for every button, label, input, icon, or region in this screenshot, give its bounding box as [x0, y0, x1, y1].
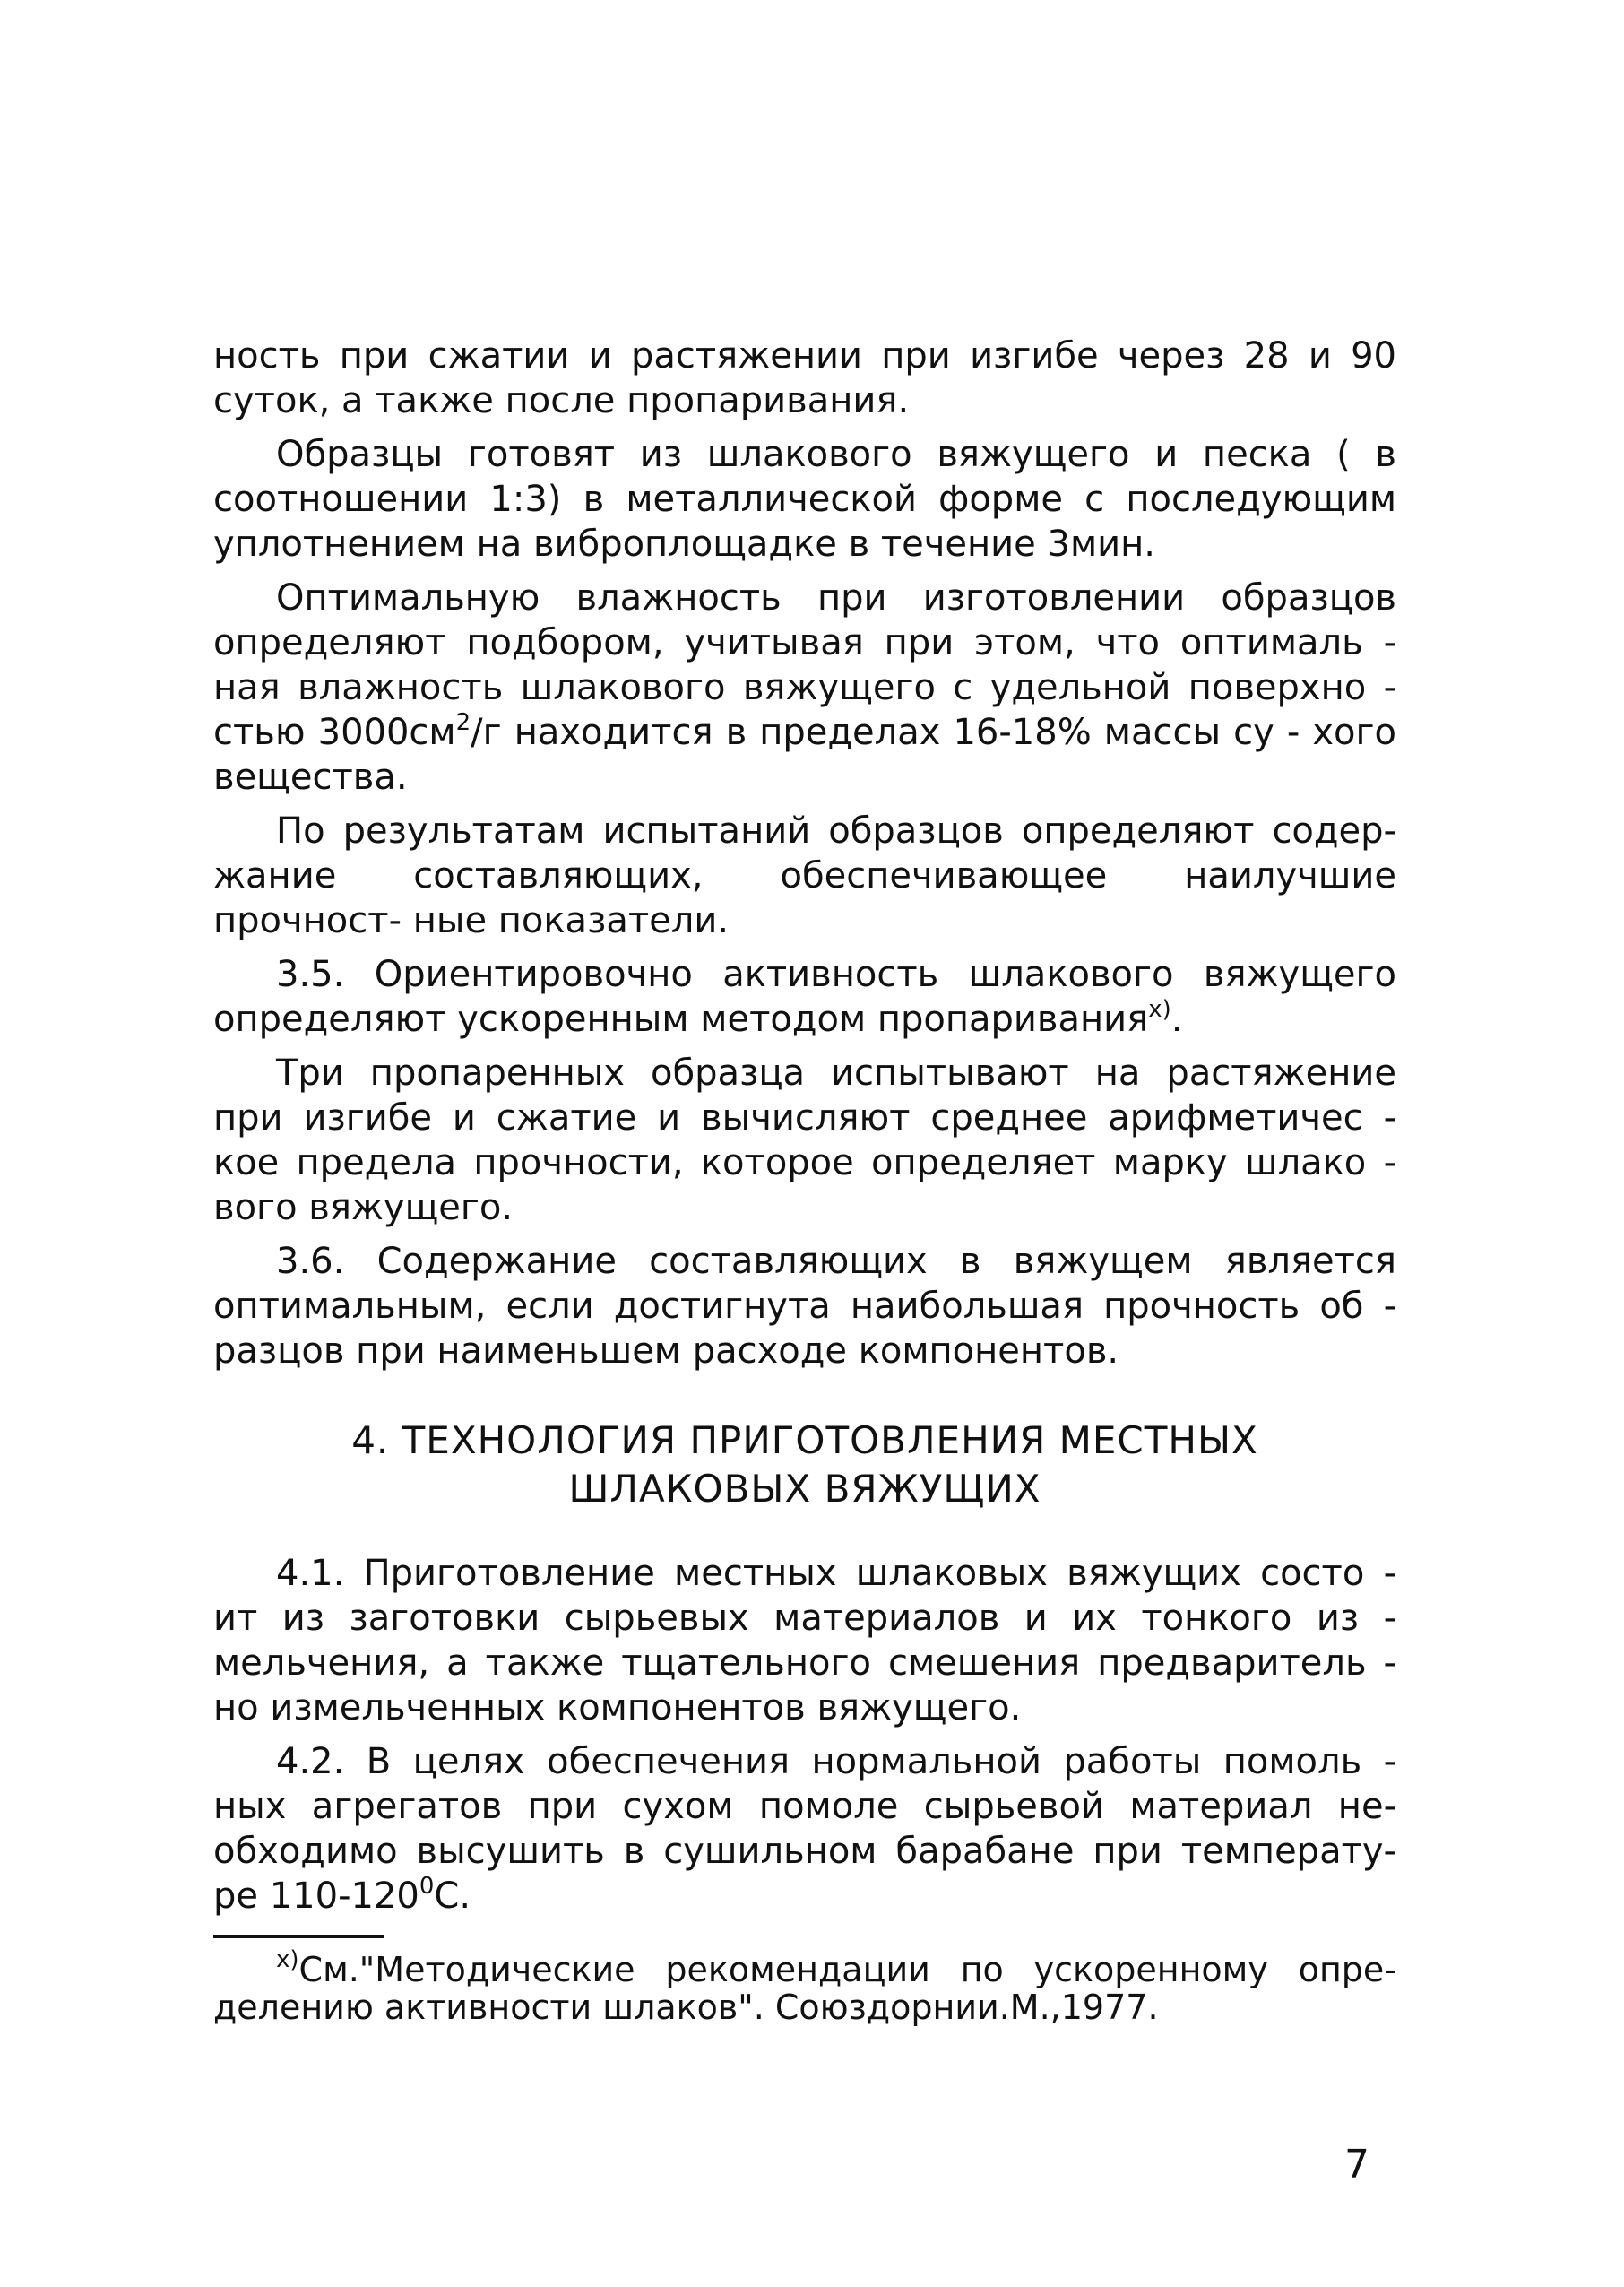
paragraph-continuation: ность при сжатии и растяжении при изгибе через 28 и 90 суток, а также после пропаривания. — [213, 335, 1396, 421]
page-number: 7 — [1344, 2142, 1369, 2187]
document-page — [213, 334, 1396, 2026]
paragraph-3-5 — [213, 952, 1396, 1042]
superscript-squared: 2 — [455, 709, 471, 736]
paragraph-optimal-moisture-part2: /г находится в пределах 16-18% массы су - хого вещества. — [213, 712, 1396, 798]
paragraph-test-results: По результатам испытаний образцов определяют содер- жание составляющих, обеспечивающее наилучшие прочност- ные показатели. — [213, 810, 1396, 941]
section-heading-line1: 4. ТЕХНОЛОГИЯ ПРИГОТОВЛЕНИЯ МЕСТНЫХ — [351, 1418, 1258, 1462]
paragraph-4-1: 4.1. Приготовление местных шлаковых вяжущих состо - ит из заготовки сырьевых материалов и их тонкого из - мельчения, а также тщательного смешения предваритель - но измельченных компонентов вяжущего. — [213, 1553, 1396, 1728]
footnote-text: См."Методические рекомендации по ускоренному опре- делению активности шлаков". Союздорнии.М.,1977. — [213, 1950, 1396, 2027]
paragraph-steamed-samples: Три пропаренных образца испытывают на растяжение при изгибе и сжатие и вычисляют среднее арифметичес - кое предела прочности, которое определяет марку шлако - вого вяжущего. — [213, 1053, 1396, 1228]
paragraph-optimal-moisture-part1: Оптимальную влажность при изготовлении образцов определяют подбором, учитывая при этом, что оптималь - ная влажность шлакового вяжущего с удельной поверхно - стью 3000см — [213, 577, 1396, 753]
paragraph-4-2 — [213, 1739, 1396, 1919]
section-heading — [213, 1416, 1396, 1513]
section-heading-line2: ШЛАКОВЫХ ВЯЖУЩИХ — [568, 1467, 1041, 1511]
footnote — [213, 1946, 1396, 2027]
footnote-divider — [213, 1935, 384, 1938]
paragraph-3-5-end: . — [1170, 999, 1183, 1040]
paragraph-4-2-end: С. — [434, 1876, 471, 1917]
paragraph-samples-preparation: Образцы готовят из шлакового вяжущего и песка ( в соотношении 1:3) в металлической форме с последующим уплотнением на виброплощадке в течение 3мин. — [213, 434, 1396, 565]
footnote-reference: х) — [1148, 996, 1171, 1023]
paragraph-optimal-moisture — [213, 576, 1396, 800]
paragraph-3-5-text: 3.5. Ориентировочно активность шлакового вяжущего определяют ускоренным методом пропаривания — [213, 954, 1396, 1040]
paragraph-4-2-text: 4.2. В целях обеспечения нормальной работы помоль - ных агрегатов при сухом помоле сырьевой материал не- обходимо высушить в сушильном барабане при температу- ре 110-120 — [213, 1741, 1396, 1917]
footnote-marker: х) — [276, 1946, 299, 1973]
paragraph-3-6: 3.6. Содержание составляющих в вяжущем является оптимальным, если достигнута наибольшая прочность об - разцов при наименьшем расходе компонентов. — [213, 1241, 1396, 1372]
superscript-degree: 0 — [419, 1873, 435, 1900]
